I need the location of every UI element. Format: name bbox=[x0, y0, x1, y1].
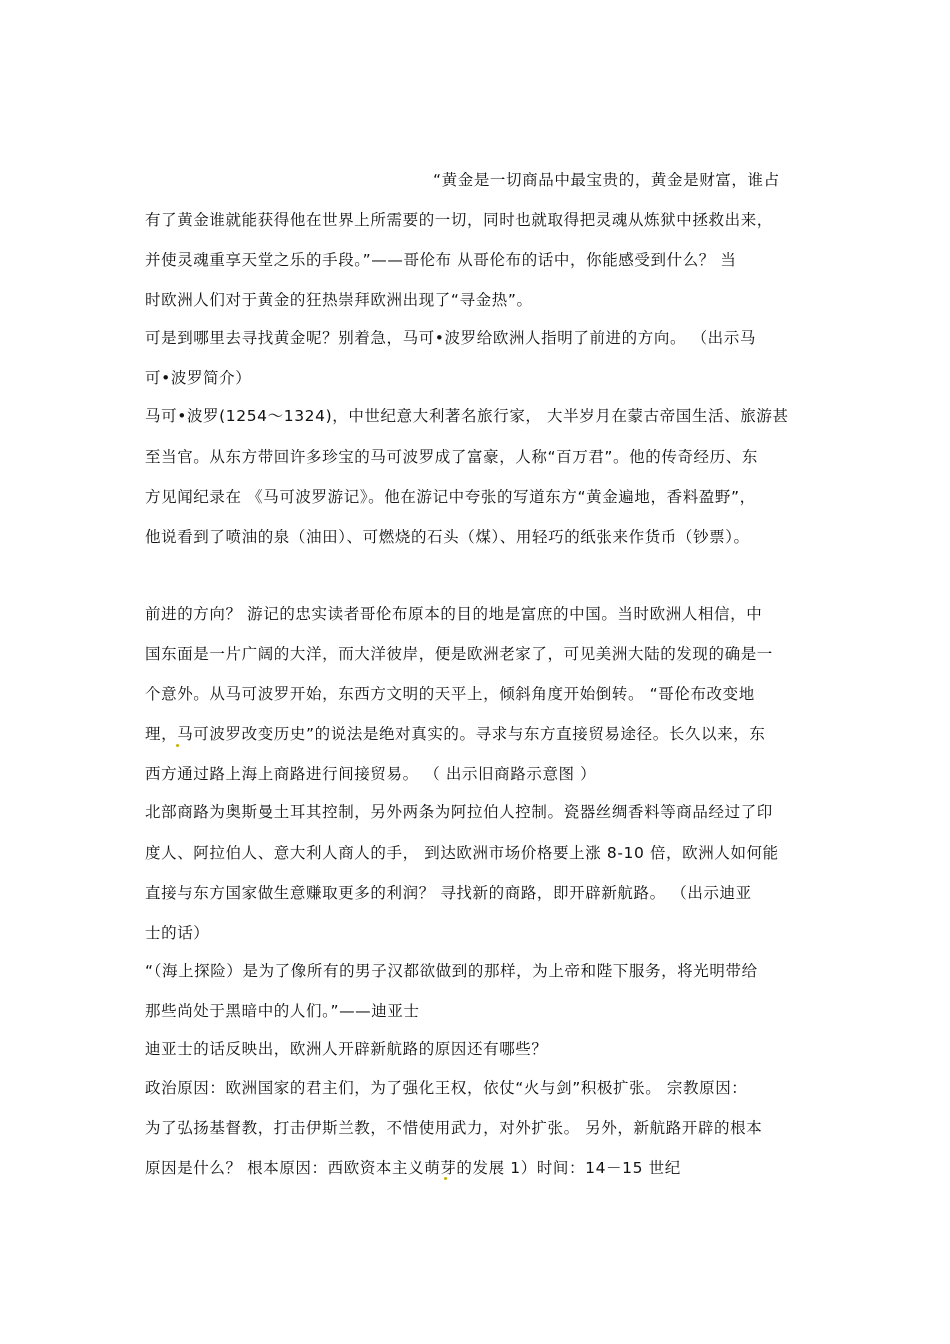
text-line: 迪亚士的话反映出，欧洲人开辟新航路的原因还有哪些？ bbox=[145, 1040, 548, 1058]
text-line: 北部商路为奥斯曼土耳其控制，另外两条为阿拉伯人控制。瓷器丝绸香料等商品经过了印 bbox=[145, 803, 773, 821]
text-line: 个意外。从马可波罗开始，东西方文明的天平上，倾斜角度开始倒转。 “哥伦布改变地 bbox=[145, 685, 755, 703]
text-line: 方见闻纪录在 《马可波罗游记》。他在游记中夸张的写道东方“黄金遍地，香料盈野”， bbox=[145, 488, 756, 506]
text-line: 为了弘扬基督教，打击伊斯兰教，不惜使用武力，对外扩张。 另外，新航路开辟的根本 bbox=[145, 1119, 763, 1137]
stray-mark bbox=[444, 1177, 447, 1180]
text-line: 至当官。从东方带回许多珍宝的马可波罗成了富豪，人称“百万君”。他的传奇经历、东 bbox=[145, 448, 758, 466]
text-line: 原因是什么？ 根本原因：西欧资本主义萌芽的发展 1）时间：14－15 世纪 bbox=[145, 1159, 681, 1177]
text-line: 前进的方向？ 游记的忠实读者哥伦布原本的目的地是富庶的中国。当时欧洲人相信，中 bbox=[145, 605, 763, 623]
text-line: 理，马可波罗改变历史”的说法是绝对真实的。寻求与东方直接贸易途径。长久以来，东 bbox=[145, 725, 766, 743]
text-line: 可是到哪里去寻找黄金呢？别着急，马可•波罗给欧洲人指明了前进的方向。 （出示马 bbox=[145, 329, 756, 347]
text-line: 时欧洲人们对于黄金的狂热崇拜欧洲出现了“寻金热”。 bbox=[145, 291, 533, 309]
text-line: 并使灵魂重享天堂之乐的手段。”——哥伦布 从哥伦布的话中，你能感受到什么？ 当 bbox=[145, 251, 737, 269]
text-line: 马可•波罗(1254～1324)，中世纪意大利著名旅行家， 大半岁月在蒙古帝国生活、旅游甚 bbox=[145, 407, 789, 425]
text-line: 政治原因：欧洲国家的君主们，为了强化王权，依仗“火与剑”积极扩张。 宗教原因： bbox=[145, 1079, 748, 1097]
text-line: 他说看到了喷油的泉（油田）、可燃烧的石头（煤）、用轻巧的纸张来作货币（钞票）。 bbox=[145, 528, 750, 546]
stray-mark bbox=[176, 744, 179, 747]
text-line: “黄金是一切商品中最宝贵的，黄金是财富，谁占 bbox=[433, 171, 780, 189]
text-line: 直接与东方国家做生意赚取更多的利润？ 寻找新的商路，即开辟新航路。 （出示迪亚 bbox=[145, 884, 752, 902]
text-line: 可•波罗简介） bbox=[145, 369, 252, 387]
text-line: 度人、阿拉伯人、意大利人商人的手， 到达欧洲市场价格要上涨 8-10 倍，欧洲人如何能 bbox=[145, 844, 779, 862]
text-line: 西方通过路上海上商路进行间接贸易。 （ 出示旧商路示意图 ） bbox=[145, 765, 597, 783]
text-line: 国东面是一片广阔的大洋，而大洋彼岸，便是欧洲老家了，可见美洲大陆的发现的确是一 bbox=[145, 645, 773, 663]
text-line: 那些尚处于黑暗中的人们。”——迪亚士 bbox=[145, 1002, 420, 1020]
text-line: 士的话） bbox=[145, 924, 210, 942]
text-line: 有了黄金谁就能获得他在世界上所需要的一切，同时也就取得把灵魂从炼狱中拯救出来， bbox=[145, 211, 773, 229]
text-line: “（海上探险）是为了像所有的男子汉都欲做到的那样，为上帝和陛下服务，将光明带给 bbox=[145, 962, 758, 980]
